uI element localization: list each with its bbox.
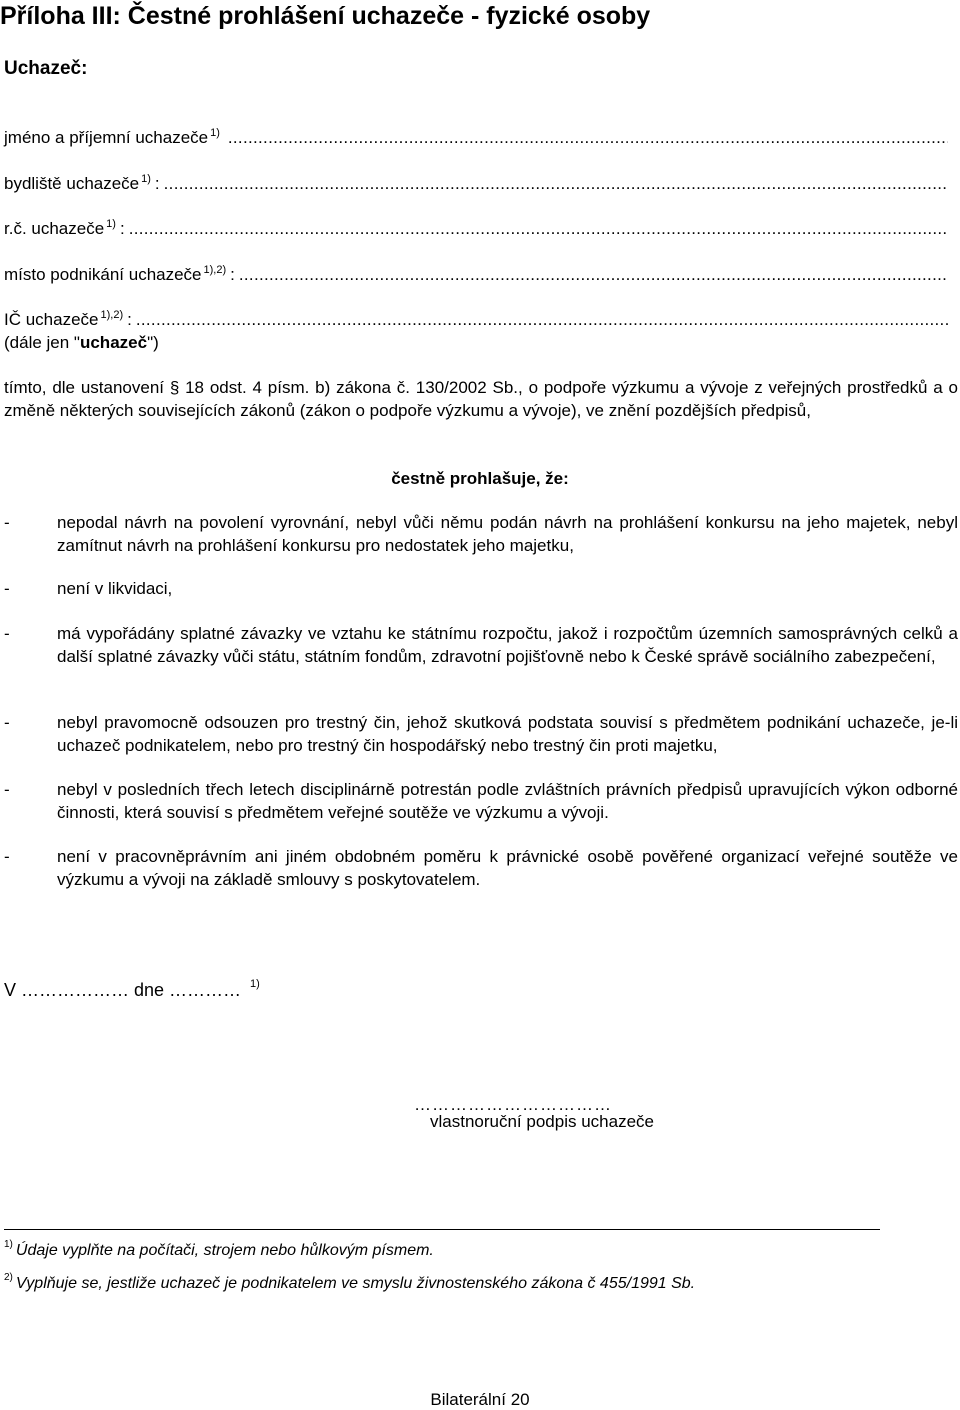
page-footer: Bilaterální 20 bbox=[430, 1390, 530, 1409]
hereinafter-suffix: ") bbox=[147, 333, 159, 352]
declaration-item bbox=[4, 511, 958, 557]
field-business-place bbox=[4, 265, 948, 285]
field-colon: : bbox=[230, 265, 235, 284]
fill-in-dots bbox=[136, 310, 948, 330]
footnote-divider bbox=[4, 1229, 880, 1230]
item-dash: - bbox=[4, 713, 10, 732]
item-dash: - bbox=[4, 579, 10, 598]
page-title: Příloha III: Čestné prohlášení uchazeče - fyzické osoby bbox=[0, 2, 651, 30]
fill-in-dots bbox=[129, 219, 948, 239]
field-label: místo podnikání uchazeče bbox=[4, 265, 202, 284]
field-label: bydliště uchazeče bbox=[4, 174, 140, 193]
field-label: jméno a příjemní uchazeče bbox=[4, 128, 209, 147]
footnote bbox=[4, 1272, 696, 1293]
item-dash: - bbox=[4, 847, 10, 866]
footnote bbox=[4, 1239, 434, 1260]
field-sup: 1) bbox=[106, 218, 116, 230]
item-text: nebyl v posledních třech letech disciplinárně potrestán podle zvláštních právních předpisů upravujících výkon odborné činnosti, která souvisí s předmětem veřejné soutěže ve výzkumu a vývoji. bbox=[57, 780, 958, 822]
declaration-item bbox=[4, 845, 958, 891]
declaration-item bbox=[4, 622, 958, 668]
declaration-item bbox=[4, 711, 958, 757]
place-date-text: V ……………… dne ………… bbox=[4, 980, 247, 1000]
field-birth-number bbox=[4, 219, 948, 239]
fill-in-dots bbox=[228, 128, 948, 148]
item-text: není v likvidaci, bbox=[57, 579, 173, 598]
declaration-item bbox=[4, 577, 958, 600]
place-date-sup: 1) bbox=[250, 978, 260, 990]
footnote-mark: 2) bbox=[4, 1272, 13, 1283]
field-name bbox=[4, 128, 948, 148]
item-text: nebyl pravomocně odsouzen pro trestný čin, jehož skutková podstata souvisí s předmětem podnikání uchazeče, je-li uchazeč podnikatelem, nebo pro trestný čin hospodářský nebo trestný čin proti majetku, bbox=[57, 713, 958, 755]
hereinafter-term: uchazeč bbox=[79, 333, 148, 352]
field-sup: 1) bbox=[210, 127, 220, 139]
item-dash: - bbox=[4, 624, 10, 643]
declaration-item bbox=[4, 778, 958, 824]
footnote-text: Údaje vyplňte na počítači, strojem nebo hůlkovým písmem. bbox=[15, 1242, 434, 1259]
field-colon: : bbox=[127, 310, 132, 329]
hereinafter-note bbox=[4, 333, 159, 353]
declaration-heading: čestně prohlašuje, že: bbox=[391, 469, 569, 488]
field-sup: 1) bbox=[141, 173, 151, 185]
applicant-heading: Uchazeč: bbox=[4, 58, 88, 79]
fill-in-dots bbox=[164, 174, 948, 194]
field-sup: 1),2) bbox=[100, 309, 124, 321]
signature-line: …………………………… bbox=[414, 1095, 612, 1114]
footnote-mark: 1) bbox=[4, 1239, 13, 1250]
intro-paragraph: tímto, dle ustanovení § 18 odst. 4 písm. b) zákona č. 130/2002 Sb., o podpoře výzkumu a vývoje z veřejných prostředků a o změně některých souvisejících zákonů (zákon o podpoře výzkumu a vývoje), ve znění pozdějších předpisů, bbox=[4, 378, 958, 420]
place-date-line bbox=[4, 980, 260, 1001]
field-residence bbox=[4, 174, 948, 194]
field-colon: : bbox=[119, 219, 125, 238]
field-ic bbox=[4, 310, 948, 330]
field-label: r.č. uchazeče bbox=[4, 219, 105, 238]
item-dash: - bbox=[4, 780, 10, 799]
item-text: má vypořádány splatné závazky ve vztahu ke státnímu rozpočtu, jakož i rozpočtům územních samosprávných celků a další splatné závazky vůči státu, státním fondům, zdravotní pojišťovně nebo k České správě sociálního zabezpečení, bbox=[57, 624, 958, 666]
field-colon: : bbox=[154, 174, 160, 193]
field-label: IČ uchazeče bbox=[4, 310, 99, 329]
item-dash: - bbox=[4, 513, 10, 532]
fill-in-dots bbox=[239, 265, 948, 285]
item-text: nepodal návrh na povolení vyrovnání, nebyl vůči němu podán návrh na prohlášení konkursu na jeho majetek, nebyl zamítnut návrh na prohlášení konkursu pro nedostatek jeho majetku, bbox=[57, 513, 958, 555]
field-sup: 1),2) bbox=[203, 264, 227, 276]
item-text: není v pracovněprávním ani jiném obdobném poměru k právnické osobě pověřené organizací veřejné soutěže ve výzkumu a vývoji na základě smlouvy s poskytovatelem. bbox=[57, 847, 958, 889]
hereinafter-prefix: (dále jen " bbox=[4, 333, 80, 352]
footnote-text: Vyplňuje se, jestliže uchazeč je podnikatelem ve smyslu živnostenského zákona č 455/1991 Sb. bbox=[15, 1275, 696, 1292]
signature-label: vlastnoruční podpis uchazeče bbox=[430, 1112, 654, 1131]
